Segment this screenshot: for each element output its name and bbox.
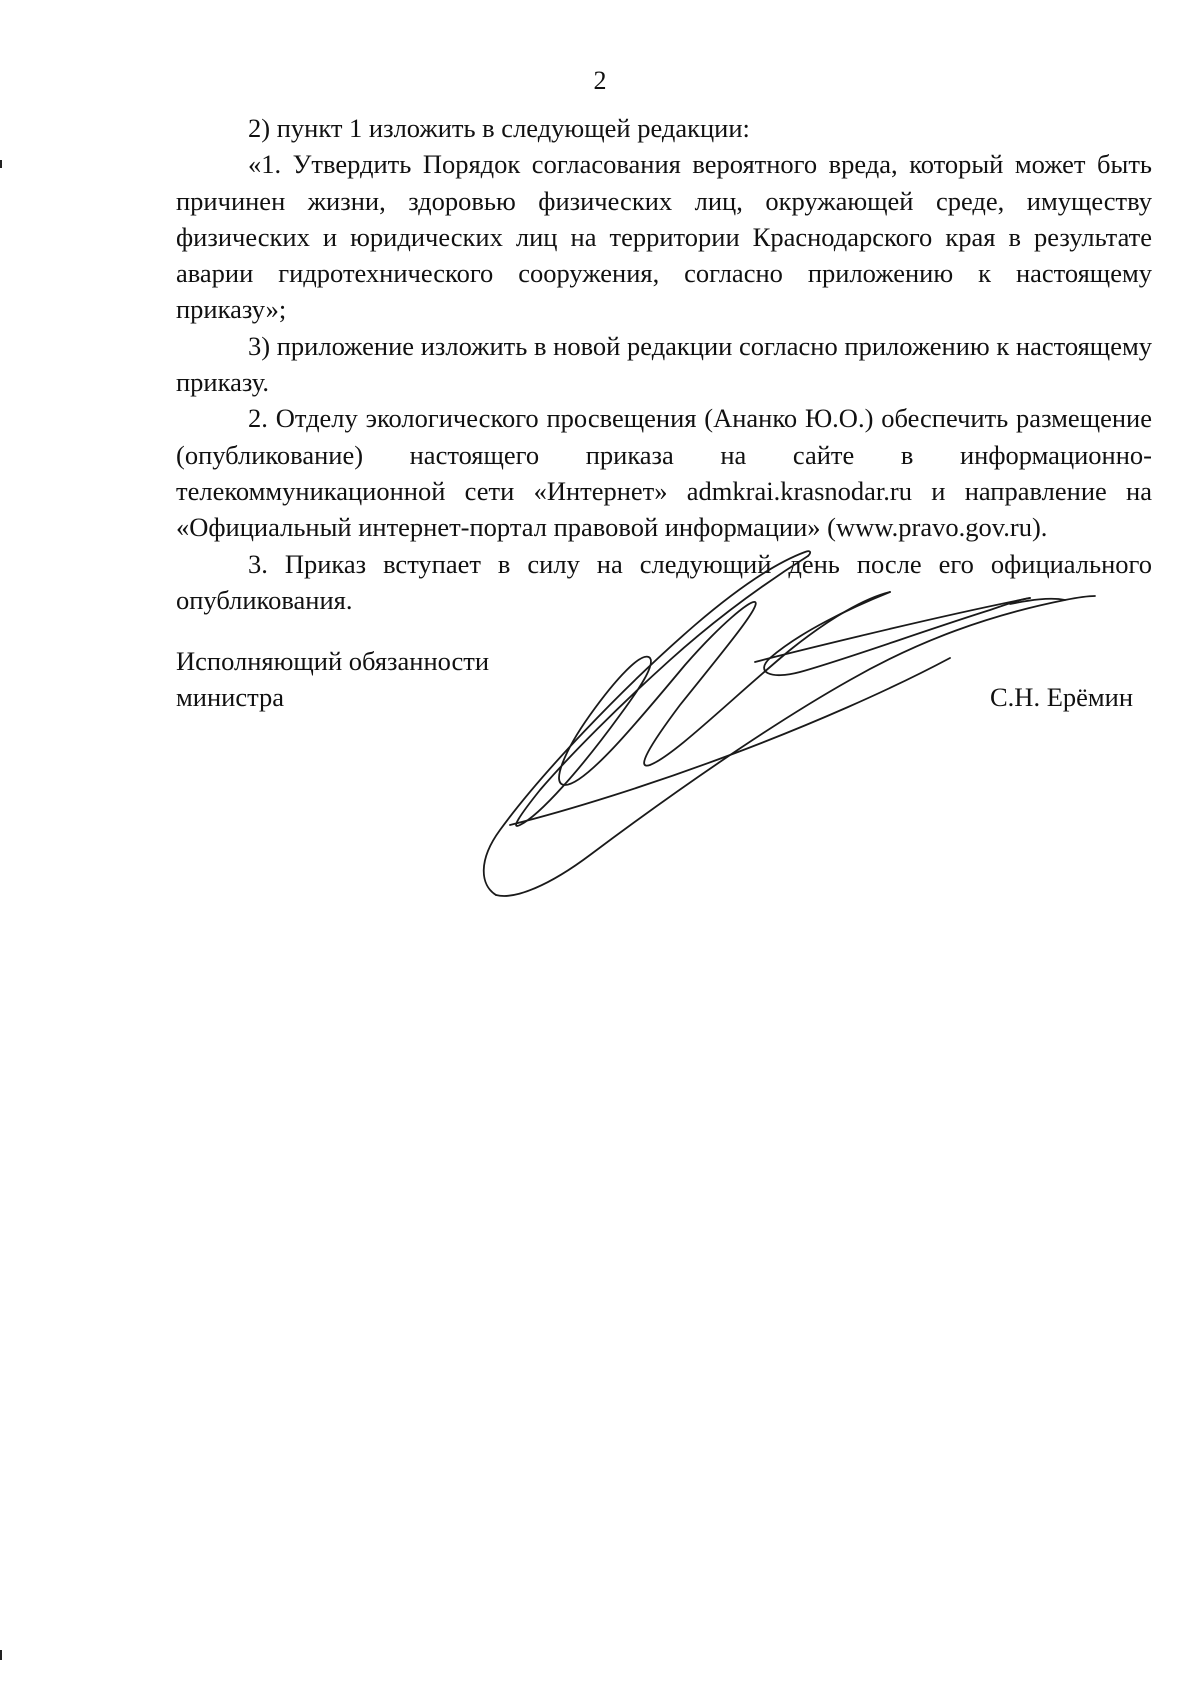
signatory-position-line: Исполняющий обязанности <box>176 646 490 676</box>
signatory-position-line: министра <box>176 682 284 712</box>
scan-artifact <box>0 160 2 168</box>
paragraph: «1. Утвердить Порядок согласования вероятного вреда, который может быть причинен жизни, здоровью физических лиц, окружающей среде, имуществу физических и юридических лиц на территории Краснодарского края в результате аварии гидротехнического сооружения, согласно приложению к настоящему приказу»; <box>176 149 1152 325</box>
signatory-name: С.Н. Ерёмин <box>990 682 1134 712</box>
paragraph: 2. Отделу экологического просвещения (Ананко Ю.О.) обеспечить размещение (опубликование) настоящего приказа на сайте в информационно-телекоммуникационной сети «Интернет» admkrai.krasnodar.ru и направление на «Официальный интернет-портал правовой информации» (www.pravo.gov.ru). <box>176 403 1152 543</box>
signatory-position <box>176 643 489 715</box>
paragraph: 3) приложение изложить в новой редакции согласно приложению к настоящему приказу. <box>176 330 1152 398</box>
scan-artifact <box>0 1650 2 1660</box>
page-number: 2 <box>593 66 607 95</box>
paragraph: 3. Приказ вступает в силу на следующий день после его официального опубликования. <box>176 548 1152 615</box>
handwritten-signature <box>470 540 1130 910</box>
paragraph: 2) пункт 1 изложить в следующей редакции: <box>248 113 750 143</box>
